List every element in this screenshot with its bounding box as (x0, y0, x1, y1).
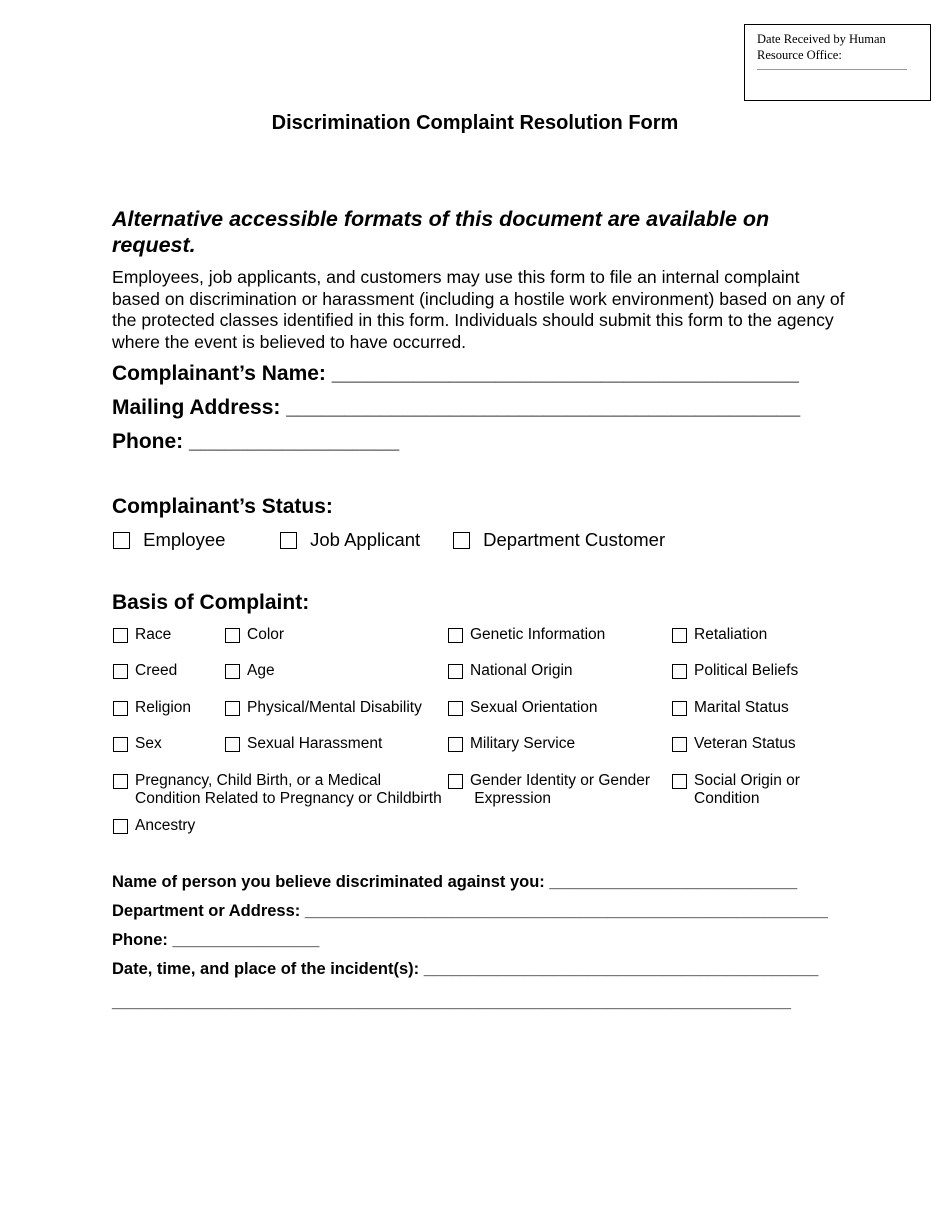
status-job-applicant-option[interactable] (280, 529, 420, 551)
basis-disability-label: Physical/Mental Disability (247, 699, 422, 716)
basis-political-checkbox[interactable] (672, 664, 687, 679)
basis-religion-label: Religion (135, 699, 192, 716)
status-department-customer-option[interactable] (453, 529, 665, 551)
basis-genetic-checkbox[interactable] (448, 628, 463, 643)
basis-sex-option[interactable] (113, 735, 162, 755)
accessibility-note: Alternative accessible formats of this document are available on request. (112, 207, 770, 257)
basis-ancestry-label: Ancestry (135, 817, 196, 834)
basis-orientation-label: Sexual Orientation (470, 699, 598, 716)
respondent-name-field[interactable]: Name of person you believe discriminated against you: ___________________________ (112, 873, 798, 891)
incident-details-field[interactable]: Date, time, and place of the incident(s): ___________________________________________ (112, 960, 819, 978)
hr-received-box (744, 24, 931, 101)
status-department-customer-label: Department Customer (483, 529, 666, 550)
basis-heading: Basis of Complaint: (112, 591, 310, 614)
basis-color-label: Color (247, 626, 285, 643)
basis-gender-identity-checkbox[interactable] (448, 774, 463, 789)
basis-social-origin-checkbox[interactable] (672, 774, 687, 789)
basis-orientation-checkbox[interactable] (448, 701, 463, 716)
basis-harassment-checkbox[interactable] (225, 737, 240, 752)
basis-military-option[interactable] (448, 735, 576, 755)
basis-marital-checkbox[interactable] (672, 701, 687, 716)
basis-religion-checkbox[interactable] (113, 701, 128, 716)
basis-gender-identity-label: Gender Identity or Gender Expression (470, 772, 651, 807)
basis-ancestry-option[interactable] (113, 817, 196, 837)
basis-genetic-option[interactable] (448, 626, 606, 646)
basis-veteran-label: Veteran Status (694, 735, 796, 752)
basis-ancestry-checkbox[interactable] (113, 819, 128, 834)
basis-race-checkbox[interactable] (113, 628, 128, 643)
mailing-address-field[interactable]: Mailing Address: ____________________________________________ (112, 396, 801, 419)
status-department-customer-checkbox[interactable] (453, 532, 470, 549)
basis-retaliation-option[interactable] (672, 626, 768, 646)
respondent-department-field[interactable]: Department or Address: _________________________________________________________ (112, 902, 828, 920)
basis-pregnancy-checkbox[interactable] (113, 774, 128, 789)
basis-age-label: Age (247, 662, 275, 679)
basis-national-origin-option[interactable] (448, 662, 573, 682)
intro-paragraph: Employees, job applicants, and customers may use this form to file an internal complaint based on discrimination or harassment (including a hostile work environment) based on any of the protected classes identified in this form. Individuals should submit this form to the agency where the event is believed to have occurred. (112, 267, 845, 352)
basis-retaliation-label: Retaliation (694, 626, 768, 643)
basis-veteran-checkbox[interactable] (672, 737, 687, 752)
basis-disability-option[interactable] (225, 699, 422, 719)
basis-military-label: Military Service (470, 735, 576, 752)
basis-pregnancy-label: Pregnancy, Child Birth, or a Medical Condition Related to Pregnancy or Childbirth (135, 772, 442, 807)
basis-military-checkbox[interactable] (448, 737, 463, 752)
basis-veteran-option[interactable] (672, 735, 796, 755)
basis-creed-checkbox[interactable] (113, 664, 128, 679)
basis-national-origin-checkbox[interactable] (448, 664, 463, 679)
basis-color-checkbox[interactable] (225, 628, 240, 643)
basis-genetic-label: Genetic Information (470, 626, 606, 643)
basis-retaliation-checkbox[interactable] (672, 628, 687, 643)
status-heading: Complainant’s Status: (112, 495, 333, 518)
basis-harassment-label: Sexual Harassment (247, 735, 383, 752)
status-job-applicant-label: Job Applicant (310, 529, 421, 550)
basis-color-option[interactable] (225, 626, 285, 646)
basis-social-origin-option[interactable] (672, 772, 800, 807)
status-job-applicant-checkbox[interactable] (280, 532, 297, 549)
basis-pregnancy-option[interactable] (113, 772, 442, 807)
complainant-name-field[interactable]: Complainant’s Name: ________________________________________ (112, 362, 799, 385)
basis-marital-label: Marital Status (694, 699, 789, 716)
basis-social-origin-label: Social Origin or Condition (694, 772, 800, 807)
basis-national-origin-label: National Origin (470, 662, 573, 679)
basis-sex-label: Sex (135, 735, 162, 752)
hr-received-label: Date Received by Human Resource Office: (757, 32, 886, 62)
basis-gender-identity-option[interactable] (448, 772, 651, 807)
basis-religion-option[interactable] (113, 699, 192, 719)
incident-details-continuation-line[interactable]: __________________________________________________________________________ (112, 993, 792, 1011)
status-employee-label: Employee (143, 529, 226, 550)
basis-age-option[interactable] (225, 662, 275, 682)
basis-race-label: Race (135, 626, 172, 643)
basis-creed-option[interactable] (113, 662, 178, 682)
respondent-phone-field[interactable]: Phone: ________________ (112, 931, 320, 949)
basis-marital-option[interactable] (672, 699, 789, 719)
status-employee-option[interactable] (113, 529, 225, 551)
basis-orientation-option[interactable] (448, 699, 598, 719)
complainant-phone-field[interactable]: Phone: __________________ (112, 430, 400, 453)
status-employee-checkbox[interactable] (113, 532, 130, 549)
basis-harassment-option[interactable] (225, 735, 383, 755)
basis-age-checkbox[interactable] (225, 664, 240, 679)
basis-race-option[interactable] (113, 626, 172, 646)
basis-creed-label: Creed (135, 662, 178, 679)
basis-political-label: Political Beliefs (694, 662, 799, 679)
basis-disability-checkbox[interactable] (225, 701, 240, 716)
hr-received-date-line[interactable] (757, 69, 907, 70)
basis-political-option[interactable] (672, 662, 799, 682)
page-title: Discrimination Complaint Resolution Form (271, 112, 679, 134)
basis-sex-checkbox[interactable] (113, 737, 128, 752)
